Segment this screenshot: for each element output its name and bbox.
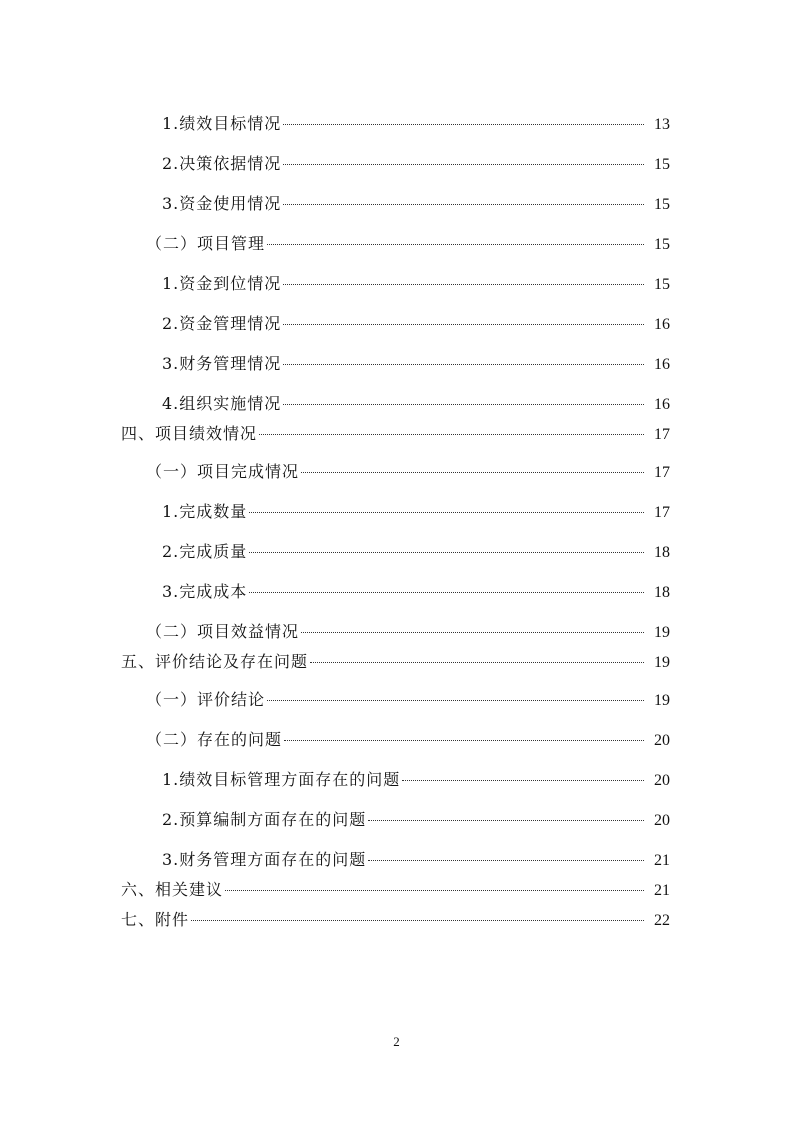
toc-dot-leader bbox=[283, 163, 644, 165]
toc-entry-page: 20 bbox=[654, 812, 670, 829]
toc-entry-page: 20 bbox=[654, 772, 670, 789]
toc-dot-leader bbox=[249, 511, 644, 513]
toc-dot-leader bbox=[283, 123, 644, 125]
toc-dot-leader bbox=[249, 551, 644, 553]
toc-entry-label: 2.完成质量 bbox=[162, 542, 248, 561]
page-number: 2 bbox=[393, 1034, 400, 1049]
toc-entry-page: 19 bbox=[654, 692, 670, 709]
toc-entry-page: 13 bbox=[654, 116, 670, 133]
toc-entry-page: 16 bbox=[654, 396, 670, 413]
toc-dot-leader bbox=[283, 203, 644, 205]
toc-entry[interactable] bbox=[0, 234, 793, 255]
toc-entry-page: 15 bbox=[654, 276, 670, 293]
toc-entry-page: 17 bbox=[654, 504, 670, 521]
toc-entry[interactable] bbox=[0, 394, 793, 415]
toc-dot-leader bbox=[283, 323, 644, 325]
toc-entry[interactable] bbox=[0, 730, 793, 751]
toc-entry-label: （二）存在的问题 bbox=[146, 730, 283, 749]
toc-entry-label: 七、附件 bbox=[121, 910, 190, 929]
toc-entry[interactable] bbox=[0, 690, 793, 711]
toc-entry-page: 22 bbox=[654, 912, 670, 929]
toc-dot-leader bbox=[301, 471, 644, 473]
toc-entry-page: 15 bbox=[654, 196, 670, 213]
toc-entry-label: 4.组织实施情况 bbox=[162, 394, 282, 413]
toc-entry-page: 20 bbox=[654, 732, 670, 749]
toc-entry-page: 18 bbox=[654, 584, 670, 601]
toc-entry[interactable] bbox=[0, 314, 793, 335]
toc-entry[interactable] bbox=[0, 880, 793, 901]
toc-dot-leader bbox=[283, 283, 644, 285]
toc-entry[interactable] bbox=[0, 194, 793, 215]
toc-dot-leader bbox=[283, 403, 644, 405]
toc-entry[interactable] bbox=[0, 424, 793, 445]
toc-entry-page: 19 bbox=[654, 624, 670, 641]
toc-entry[interactable] bbox=[0, 582, 793, 603]
toc-entry-label: 2.资金管理情况 bbox=[162, 314, 282, 333]
toc-entry-label: 2.预算编制方面存在的问题 bbox=[162, 810, 367, 829]
toc-dot-leader bbox=[283, 363, 644, 365]
toc-entry[interactable] bbox=[0, 622, 793, 643]
toc-entry-label: 3.资金使用情况 bbox=[162, 194, 282, 213]
toc-entry[interactable] bbox=[0, 462, 793, 483]
toc-entry-label: 3.财务管理方面存在的问题 bbox=[162, 850, 367, 869]
toc-entry-page: 21 bbox=[654, 852, 670, 869]
toc-dot-leader bbox=[267, 699, 644, 701]
toc-entry-label: （二）项目效益情况 bbox=[146, 622, 300, 641]
toc-dot-leader bbox=[368, 819, 644, 821]
toc-entry-page: 17 bbox=[654, 426, 670, 443]
toc-dot-leader bbox=[259, 433, 644, 435]
toc-entry-page: 19 bbox=[654, 654, 670, 671]
toc-dot-leader bbox=[249, 591, 644, 593]
toc-entry[interactable] bbox=[0, 910, 793, 931]
toc-entry[interactable] bbox=[0, 652, 793, 673]
toc-entry[interactable] bbox=[0, 770, 793, 791]
toc-entry[interactable] bbox=[0, 810, 793, 831]
toc-entry-page: 17 bbox=[654, 464, 670, 481]
toc-entry-label: 五、评价结论及存在问题 bbox=[121, 652, 309, 671]
toc-entry[interactable] bbox=[0, 354, 793, 375]
toc-entry-label: 2.决策依据情况 bbox=[162, 154, 282, 173]
toc-dot-leader bbox=[402, 779, 644, 781]
toc-entry[interactable] bbox=[0, 502, 793, 523]
toc-entry-page: 16 bbox=[654, 316, 670, 333]
toc-entry-page: 16 bbox=[654, 356, 670, 373]
toc-entry-label: （一）项目完成情况 bbox=[146, 462, 300, 481]
toc-entry-label: （一）评价结论 bbox=[146, 690, 266, 709]
toc-dot-leader bbox=[267, 243, 644, 245]
toc-entry-label: 1.绩效目标情况 bbox=[162, 114, 282, 133]
toc-entry-label: 1.绩效目标管理方面存在的问题 bbox=[162, 770, 401, 789]
toc-dot-leader bbox=[225, 889, 644, 891]
toc-entry-page: 15 bbox=[654, 156, 670, 173]
toc-entry-label: 3.完成成本 bbox=[162, 582, 248, 601]
toc-entry-page: 21 bbox=[654, 882, 670, 899]
toc-entry[interactable] bbox=[0, 850, 793, 871]
toc-entry[interactable] bbox=[0, 154, 793, 175]
toc-entry-label: （二）项目管理 bbox=[146, 234, 266, 253]
toc-entry-page: 15 bbox=[654, 236, 670, 253]
toc-entry-label: 3.财务管理情况 bbox=[162, 354, 282, 373]
toc-dot-leader bbox=[368, 859, 644, 861]
toc-dot-leader bbox=[284, 739, 644, 741]
toc-dot-leader bbox=[301, 631, 644, 633]
toc-entry[interactable] bbox=[0, 542, 793, 563]
toc-entry-label: 1.资金到位情况 bbox=[162, 274, 282, 293]
toc-entry[interactable] bbox=[0, 274, 793, 295]
toc-dot-leader bbox=[310, 661, 644, 663]
toc-dot-leader bbox=[191, 919, 644, 921]
toc-entry[interactable] bbox=[0, 114, 793, 135]
toc-entry-page: 18 bbox=[654, 544, 670, 561]
toc-entry-label: 六、相关建议 bbox=[121, 880, 224, 899]
toc-entry-label: 四、项目绩效情况 bbox=[121, 424, 258, 443]
toc-entry-label: 1.完成数量 bbox=[162, 502, 248, 521]
